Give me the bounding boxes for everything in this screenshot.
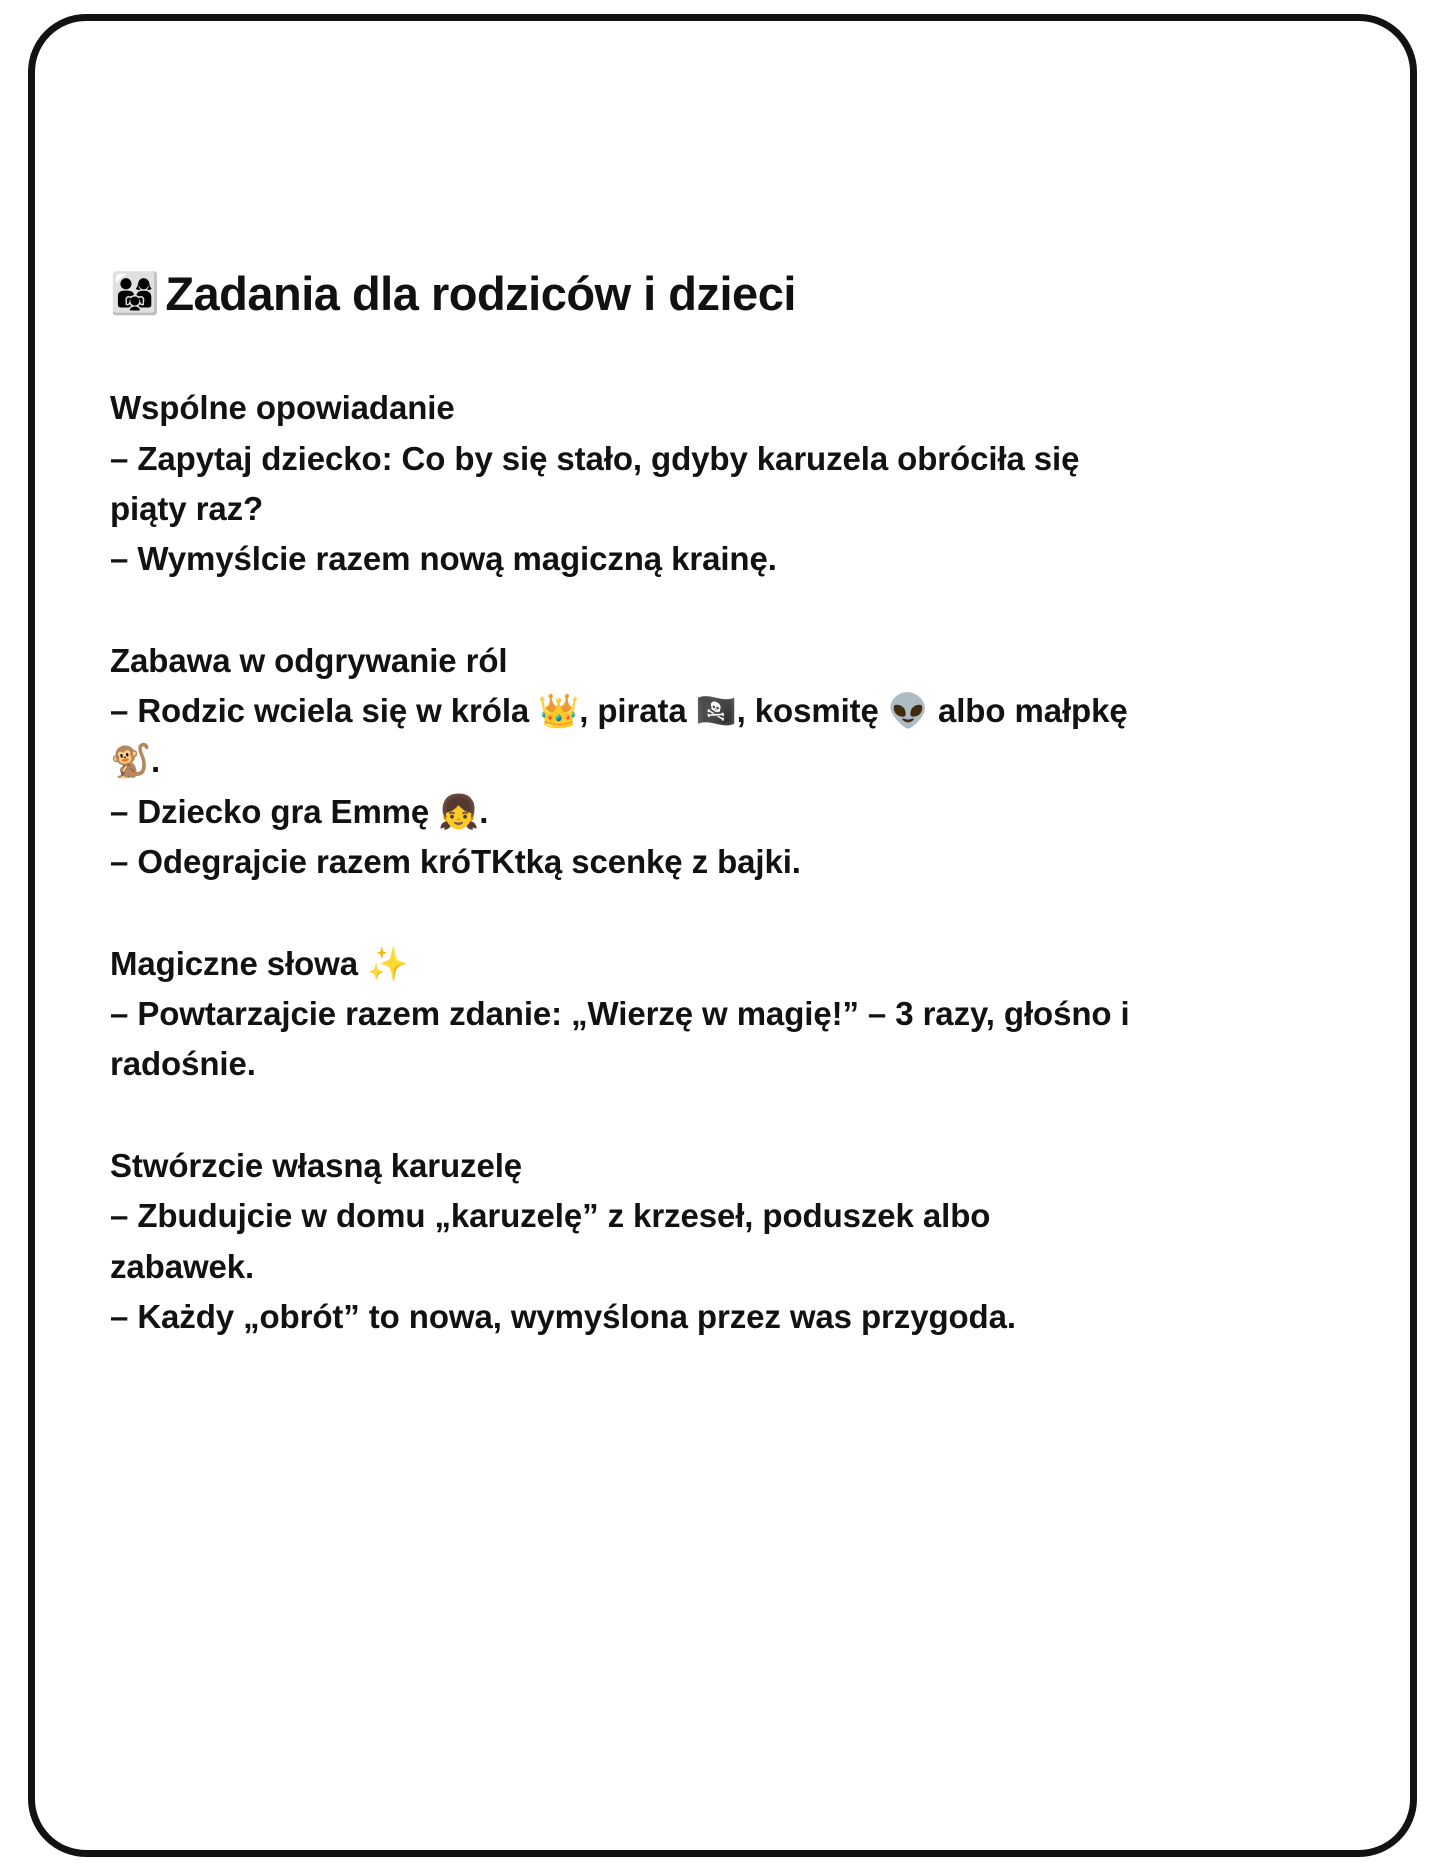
section-magiczne-slowa [110,939,1130,1089]
section-item: – Powtarzajcie razem zdanie: „Wierzę w magię!” – 3 razy, głośno i radośnie. [110,995,1130,1083]
document-card [28,14,1417,1857]
page-title [110,266,1130,321]
section-item: – Każdy „obrót” to nowa, wymyślona przez was przygoda. [110,1297,1016,1335]
section-item: – Dziecko gra Emmę 👧. [110,792,489,830]
section-heading: Wspólne opowiadanie [110,389,455,427]
section-item: – Wymyślcie razem nową magiczną krainę. [110,539,777,577]
family-emoji: 👨‍👩‍👧 [110,271,160,316]
section-stworzcie-wlasna-karuzele [110,1141,1130,1342]
section-heading: Zabawa w odgrywanie ról [110,642,508,680]
page-title-text: Zadania dla rodziców i dzieci [165,267,796,320]
section-heading: Stwórzcie własną karuzelę [110,1147,523,1185]
section-heading: Magiczne słowa ✨ [110,944,409,982]
section-item: – Odegrajcie razem króTKtką scenkę z bajki. [110,842,801,880]
section-item: – Rodzic wciela się w króla 👑, pirata 🏴‍☠️, kosmitę 👽 albo małpkę 🐒. [110,692,1128,780]
section-zabawa-w-odgrywanie-rol [110,636,1130,887]
section-item: – Zapytaj dziecko: Co by się stało, gdyby karuzela obróciła się piąty raz? [110,439,1080,527]
section-item: – Zbudujcie w domu „karuzelę” z krzeseł, poduszek albo zabawek. [110,1197,991,1285]
section-wspolne-opowiadanie [110,383,1130,584]
document-content [110,266,1130,1342]
